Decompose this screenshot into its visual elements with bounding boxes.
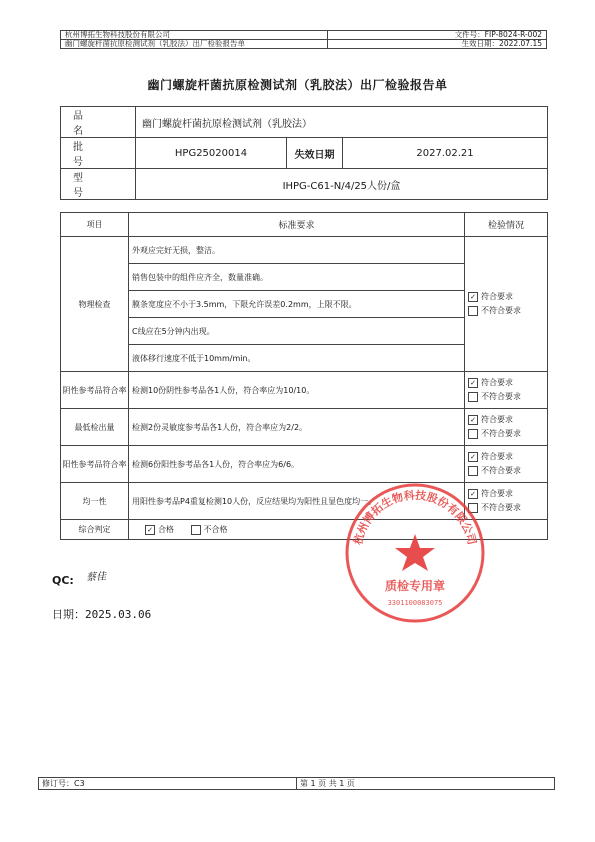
- checkbox-icon: [468, 429, 478, 439]
- form-title: 幽门螺旋杆菌抗原检测试剂（乳胶法）出厂检验报告单: [61, 40, 328, 49]
- min-detection-fail-option[interactable]: [465, 427, 547, 441]
- fail-label: 不符合要求: [481, 503, 521, 512]
- overall-fail-option[interactable]: [191, 525, 228, 534]
- negative-ref-result: [465, 372, 548, 409]
- physical-req-5: 液体移行速度不低于10mm/min。: [129, 345, 465, 372]
- expiry-label: 失效日期: [287, 138, 343, 169]
- physical-req-2: 销售包装中的组件应齐全，数量准确。: [129, 264, 465, 291]
- star-icon: [395, 534, 435, 571]
- overall-label: 综合判定: [61, 520, 129, 540]
- stamp-company-text: 杭州博拓生物科技股份有限公司: [351, 488, 479, 547]
- product-name-label: 品名: [61, 107, 136, 138]
- checked-checkbox-icon: ✓: [468, 378, 478, 388]
- batch-label: 批号: [61, 138, 136, 169]
- checked-checkbox-icon: ✓: [468, 415, 478, 425]
- fail-label: 不符合要求: [481, 466, 521, 475]
- model-value: IHPG-C61-N/4/25人份/盒: [136, 169, 548, 200]
- overall-pass-option[interactable]: [145, 525, 174, 534]
- model-label: 型号: [61, 169, 136, 200]
- positive-ref-req: 检测6份阳性参考品各1人份，符合率应为6/6。: [129, 446, 465, 483]
- min-detection-result: [465, 409, 548, 446]
- uniformity-req: 用阳性参考品P4重复检测10人份，反应结果均为阳性且显色度均一。: [129, 483, 465, 520]
- positive-ref-label: 阳性参考品符合率: [61, 446, 129, 483]
- pass-label: 符合要求: [481, 378, 513, 387]
- revision-number: 修订号：C3: [39, 778, 297, 790]
- negative-fail-option[interactable]: [465, 390, 547, 404]
- negative-ref-req: 检测10份阴性参考品各1人份，符合率应为10/10。: [129, 372, 465, 409]
- checked-checkbox-icon: ✓: [468, 489, 478, 499]
- document-footer: [38, 777, 555, 790]
- physical-req-1: 外观应完好无损，整洁。: [129, 237, 465, 264]
- checkbox-icon: [468, 306, 478, 316]
- company-name: 杭州博拓生物科技股份有限公司: [61, 31, 328, 40]
- pass-label: 符合要求: [481, 452, 513, 461]
- qc-signature: 蔡佳: [85, 571, 107, 584]
- min-detection-req: 检测2份灵敏度参考品各1人份，符合率应为2/2。: [129, 409, 465, 446]
- page-title: 幽门螺旋杆菌抗原检测试剂（乳胶法）出厂检验报告单: [147, 78, 448, 92]
- col-header-requirement: 标准要求: [129, 213, 465, 237]
- stamp-subtitle: 质检专用章: [384, 579, 446, 593]
- overall-pass-label: 合格: [158, 525, 174, 534]
- positive-fail-option[interactable]: [465, 464, 547, 478]
- stamp-number: 3301100083075: [387, 599, 443, 607]
- checkbox-icon: [468, 466, 478, 476]
- expiry-value: 2027.02.21: [343, 138, 548, 169]
- col-header-item: 项目: [61, 213, 129, 237]
- min-detection-label: 最低检出量: [61, 409, 129, 446]
- pass-label: 符合要求: [481, 292, 513, 301]
- checkbox-icon: [468, 392, 478, 402]
- physical-result: [465, 237, 548, 372]
- pass-label: 符合要求: [481, 489, 513, 498]
- page-number: 第 1 页 共 1 页: [297, 778, 555, 790]
- pass-label: 符合要求: [481, 415, 513, 424]
- product-name-value: 幽门螺旋杆菌抗原检测试剂（乳胶法）: [136, 107, 548, 138]
- col-header-result: 检验情况: [465, 213, 548, 237]
- inspection-stamp: [340, 478, 490, 628]
- effective-date: 生效日期：2022.07.15: [328, 40, 547, 49]
- checked-checkbox-icon: ✓: [145, 525, 155, 535]
- overall-fail-label: 不合格: [203, 525, 228, 534]
- negative-pass-option[interactable]: [465, 376, 547, 390]
- checked-checkbox-icon: ✓: [468, 452, 478, 462]
- min-detection-pass-option[interactable]: [465, 413, 547, 427]
- qc-label: QC:: [52, 574, 74, 587]
- negative-ref-label: 阴性参考品符合率: [61, 372, 129, 409]
- fail-label: 不符合要求: [481, 306, 521, 315]
- checked-checkbox-icon: ✓: [468, 292, 478, 302]
- physical-fail-option[interactable]: [465, 304, 547, 318]
- physical-pass-option[interactable]: [465, 290, 547, 304]
- document-header: [60, 30, 547, 49]
- batch-value: HPG25020014: [136, 138, 287, 169]
- fail-label: 不符合要求: [481, 429, 521, 438]
- physical-req-4: C线应在5分钟内出现。: [129, 318, 465, 345]
- positive-pass-option[interactable]: [465, 450, 547, 464]
- inspection-date: 日期：2025.03.06: [52, 608, 152, 621]
- physical-check-label: 物理检查: [61, 237, 129, 372]
- physical-req-3: 膜条宽度应不小于3.5mm，下限允许误差0.2mm，上限不限。: [129, 291, 465, 318]
- fail-label: 不符合要求: [481, 392, 521, 401]
- product-info-table: [60, 106, 548, 200]
- uniformity-label: 均一性: [61, 483, 129, 520]
- document-number: 文件号：FIP-8024-R-002: [328, 31, 547, 40]
- positive-ref-result: [465, 446, 548, 483]
- checkbox-icon: [191, 525, 201, 535]
